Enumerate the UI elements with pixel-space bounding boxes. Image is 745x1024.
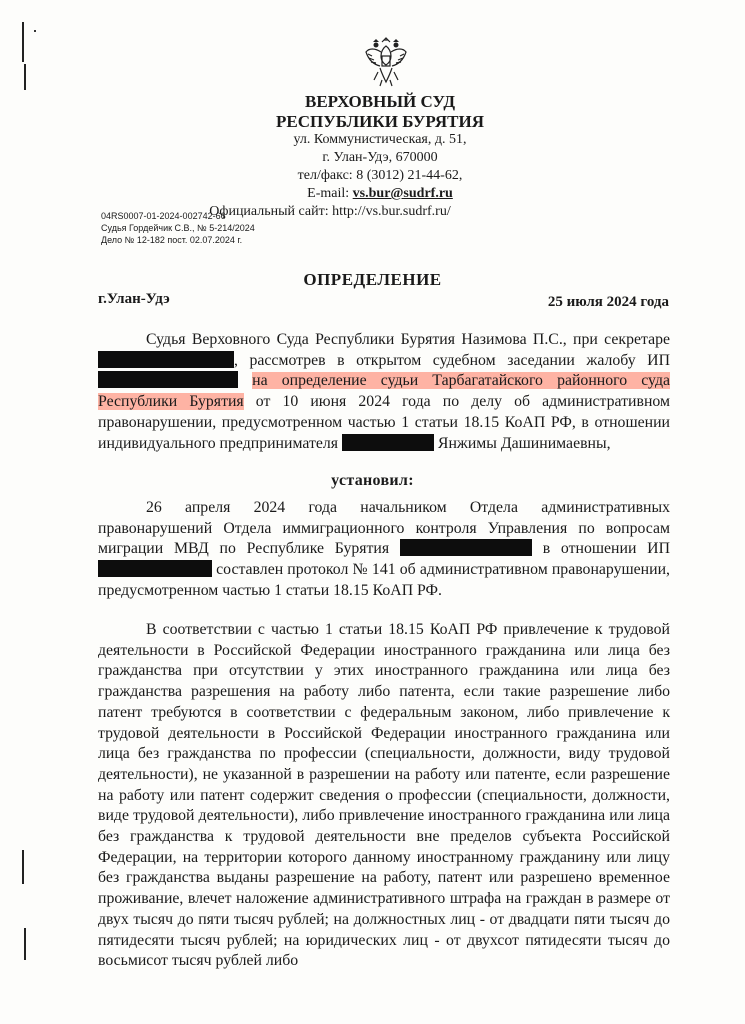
document-date: 25 июля 2024 года (547, 294, 669, 310)
section-established: установил: (331, 472, 414, 489)
case-judge: Судья Гордейчик С.В., № 5-214/2024 (101, 223, 255, 233)
email-link[interactable]: vs.bur@sudrf.ru (352, 186, 453, 201)
scan-dot (34, 30, 36, 32)
paragraph-protocol (98, 498, 670, 602)
document-title: ОПРЕДЕЛЕНИЕ (303, 270, 442, 289)
highlighted-text: на определение судьи Тарбагатайского районного суда Республики Бурятия (98, 372, 670, 411)
para2-text-c: составлен протокол № 141 об административном правонарушении, предусмотренном частью 1 статьи 18.15 КоАП РФ. (98, 561, 670, 599)
paragraph-law: В соответствии с частью 1 статьи 18.15 КоАП РФ привлечение к трудовой деятельности в Российской Федерации иностранного гражданина или лица без гражданства при отсутствии у этих иностранного гражданина или лица без гражданства разрешения на работу либо патента, если такие разрешение либо патент требуются в соответствии с федеральным законом, либо привлечение к трудовой деятельности в Российской Федерации иностранного гражданина или лица без гражданства по профессии (специальности, должности, виду трудовой деятельности), не указанной в разрешении на работу или патенте, если разрешение на работу или патент содержит сведения о профессии (специальности, должности, виде трудовой деятельности), либо привлечение иностранного гражданина или лица без гражданства к трудовой деятельности вне пределов субъекта Российской Федерации, на территории которого данному иностранному гражданину или лицу без гражданства выданы разрешение на работу, патент или разрешено временное проживание, влечет наложение административного штрафа на граждан в размере от двух тысяч до пяти тысяч рублей; на должностных лиц - от двадцати пяти тысяч до пятидесяти тысяч рублей; на юридических лиц - от двухсот пятидесяти тысяч до восьмисот тысяч рублей либо (98, 621, 670, 970)
scan-mark (22, 850, 24, 884)
court-name-line1: ВЕРХОВНЫЙ СУД (304, 92, 456, 111)
para1-text-c: от 10 июня 2024 года по делу об административном правонарушении, предусмотренном частью 1 статьи 18.15 КоАП РФ, в отношении индивидуального предпринимателя (98, 393, 671, 452)
scan-mark (24, 928, 26, 960)
court-name (140, 92, 620, 132)
para1-text-b: , рассмотрев в открытом судебном заседании жалобу ИП (234, 351, 670, 369)
court-email (140, 185, 620, 203)
redaction-block (98, 351, 234, 368)
coat-of-arms-emblem-icon (364, 36, 408, 88)
para2-text-b: в отношении ИП (531, 540, 670, 558)
redaction-block (400, 539, 532, 556)
scan-mark (22, 22, 24, 62)
email-label: E-mail: (307, 186, 353, 201)
court-address: ул. Коммунистическая, д. 51, (293, 132, 467, 147)
para1-text-d: Янжимы Дашинимаевны, (433, 434, 611, 452)
redaction-block (98, 371, 238, 388)
para1-text-a: Судья Верховного Суда Республики Бурятия Назимова П.С., при секретаре (146, 331, 670, 348)
document-city: г.Улан-Удэ (98, 291, 170, 307)
scan-mark (24, 64, 26, 90)
court-phone: тел/факс: 8 (3012) 21-44-62, (297, 168, 463, 183)
case-file: Дело № 12-182 пост. 02.07.2024 г. (101, 235, 243, 245)
case-number: 04RS0007-01-2024-002742-66 (101, 211, 226, 221)
paragraph-intro (98, 330, 670, 454)
court-city-zip: г. Улан-Удэ, 670000 (322, 150, 438, 165)
redaction-block (342, 434, 434, 451)
court-contacts (140, 131, 620, 221)
court-name-line2: РЕСПУБЛИКИ БУРЯТИЯ (276, 112, 484, 131)
court-website: Официальный сайт: http://vs.bur.sudrf.ru/ (209, 204, 451, 219)
redaction-block (98, 560, 212, 577)
para2-text-a: 26 апреля 2024 года начальником Отдела административных правонарушений Отдела иммиграционного контроля Управления по вопросам миграции МВД по Республике Бурятия (98, 499, 670, 558)
case-metadata (101, 210, 255, 246)
